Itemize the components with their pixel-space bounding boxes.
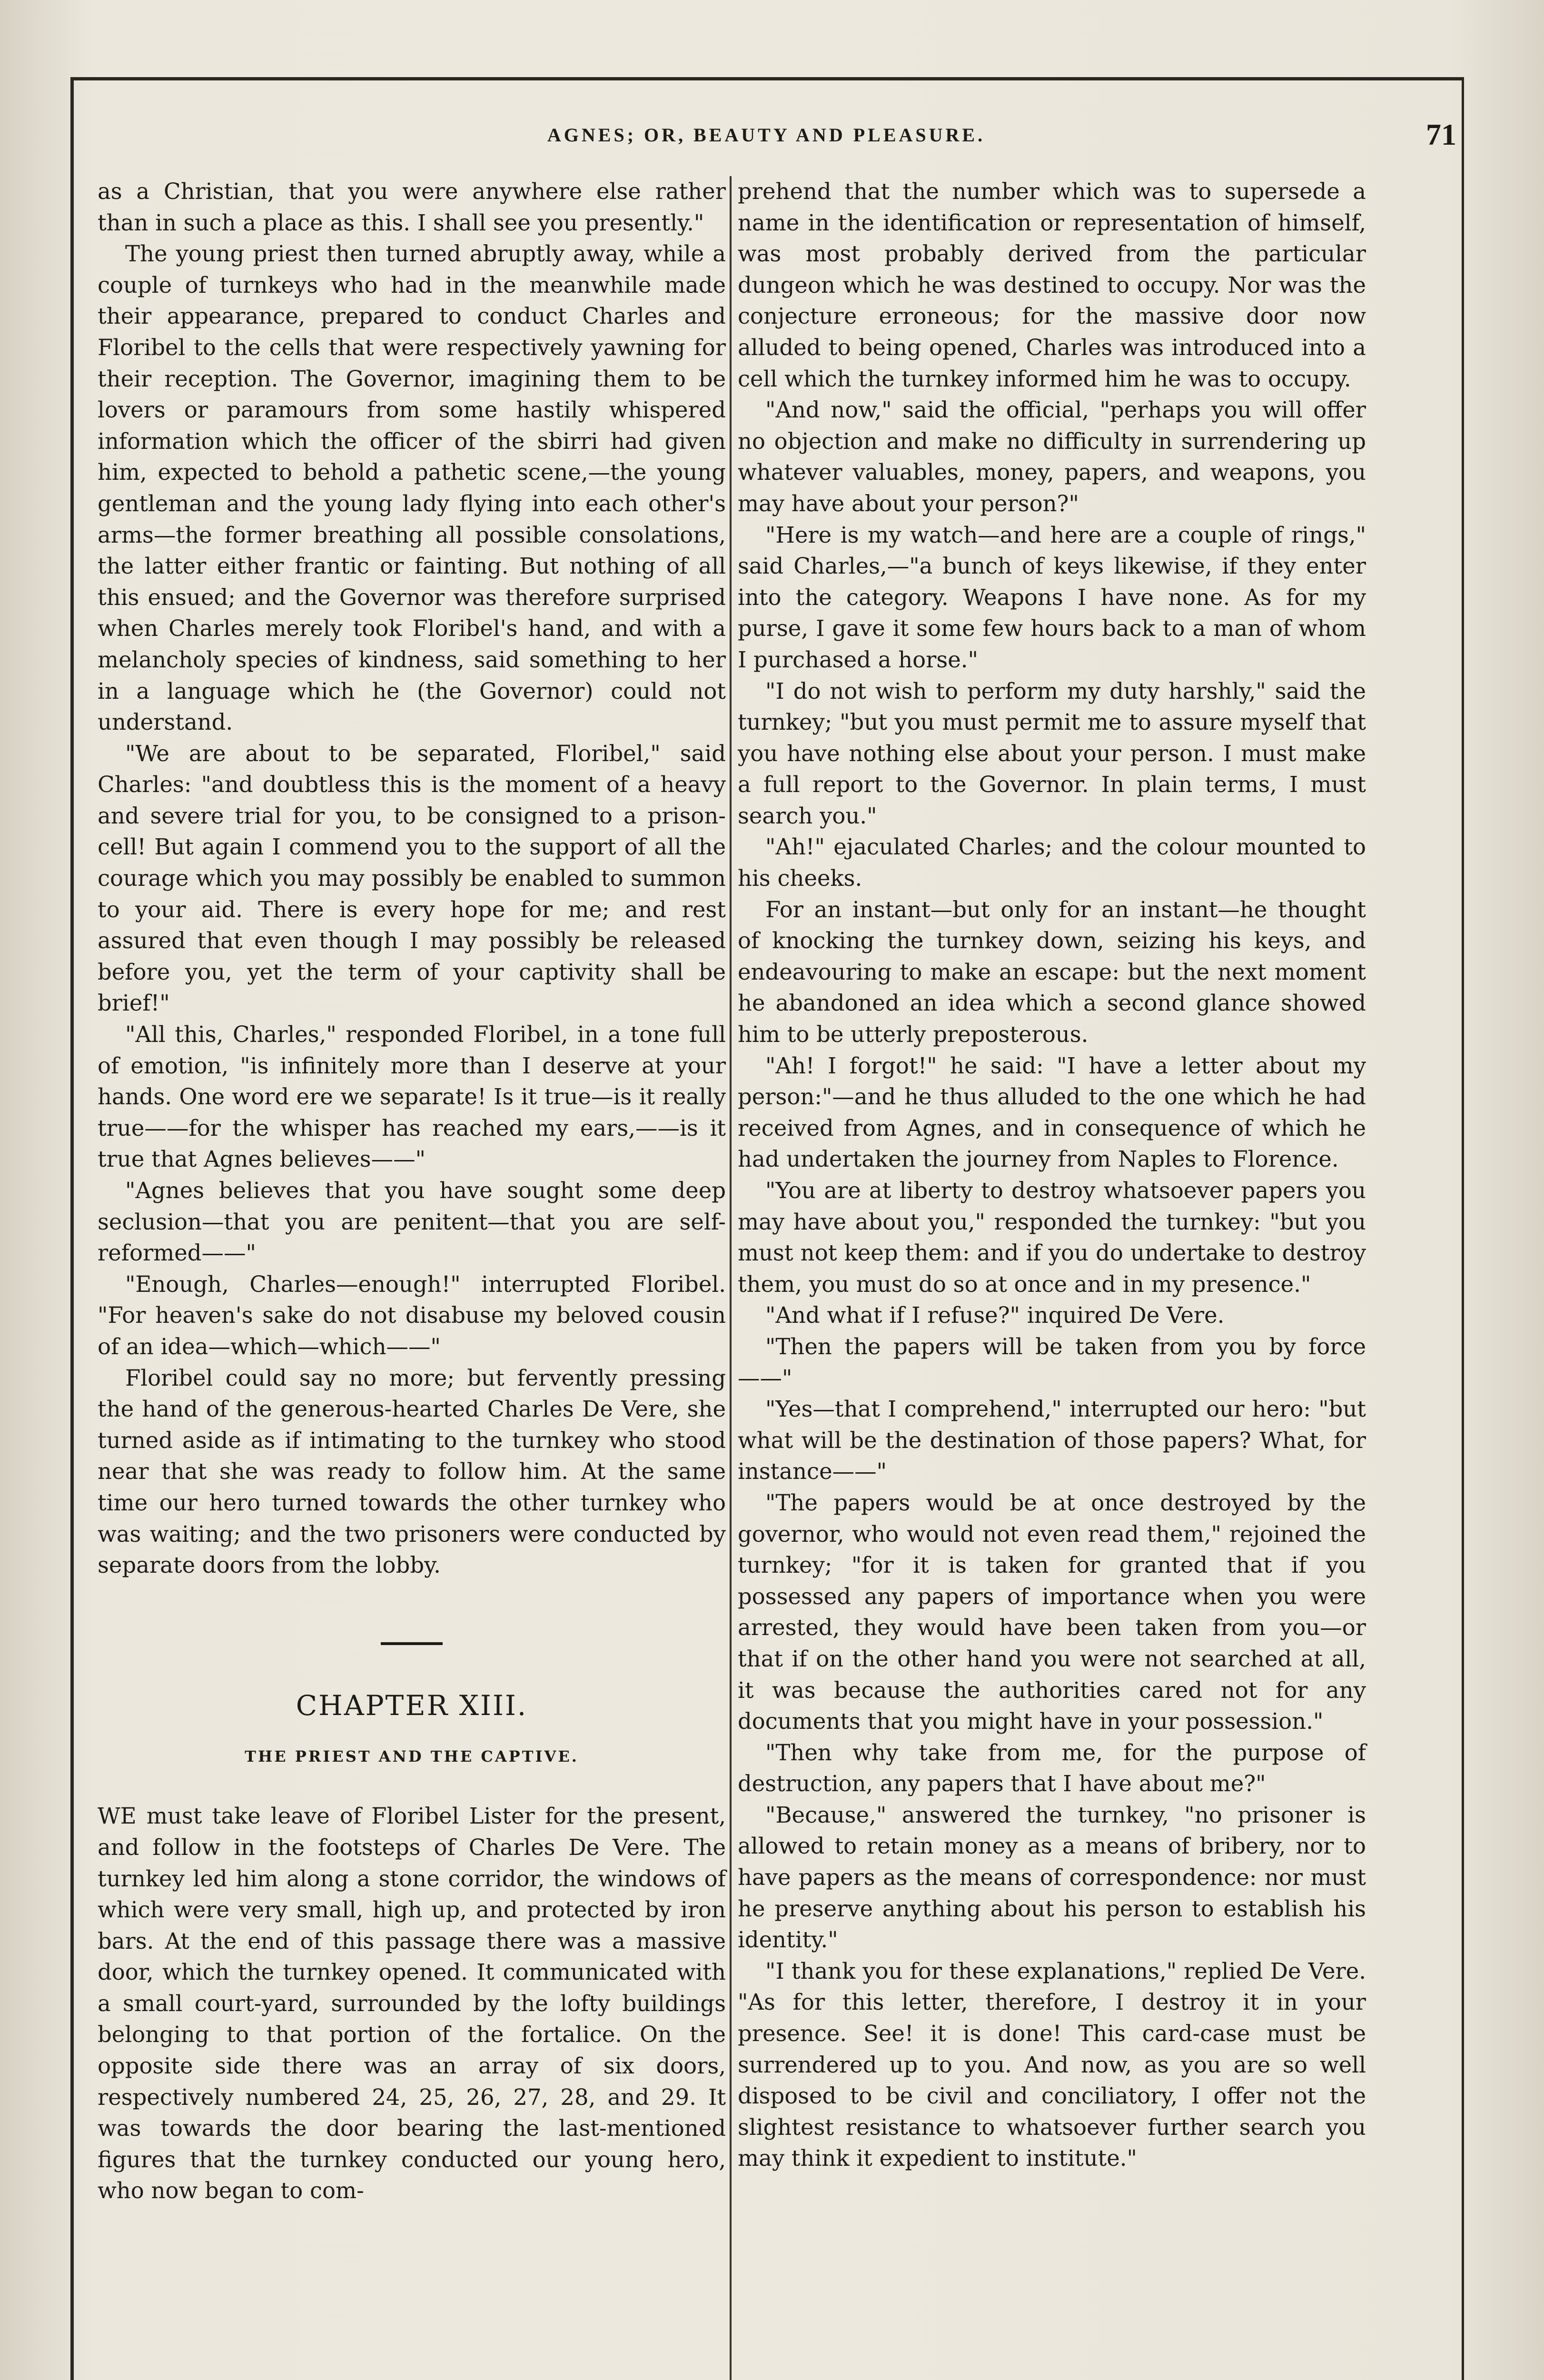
paragraph: For an instant—but only for an instant—he thought of knocking the turnkey down, seizing his keys, and endeavouring to make an escape: but the next moment he abandoned an idea which a second glance showed him to be utterly preposterous. (738, 896, 1366, 1048)
paragraph: "Agnes believes that you have sought some deep seclusion—that you are penitent—that you are self-reformed——" (98, 1178, 726, 1266)
page-number: 71 (1426, 118, 1456, 151)
paragraph: as a Christian, that you were anywhere else rather than in such a place as this. I shall see you presently." (98, 178, 726, 236)
paragraph: "Ah! I forgot!" he said: "I have a letter about my person:"—and he thus alluded to the one which he had received from Agnes, and in consequence of which he had undertaken the journey from Naples to Florence. (738, 1052, 1366, 1172)
paragraph: Floribel could say no more; but fervently pressing the hand of the generous-hearted Charles De Vere, she turned aside as if intimating to the turnkey who stood near that she was ready to follow him. At the same time our hero turned towards the other turnkey who was waiting; and the two prisoners were conducted by separate doors from the lobby. (98, 1365, 726, 1578)
paragraph: "And what if I refuse?" inquired De Vere. (765, 1302, 1225, 1329)
page-header (71, 114, 1461, 171)
paragraph: "Then why take from me, for the purpose of destruction, any papers that I have about me?" (738, 1739, 1366, 1797)
left-column (98, 176, 726, 2207)
chapter-subtitle: THE PRIEST AND THE CAPTIVE. (245, 1747, 579, 1765)
paragraph: WE must take leave of Floribel Lister for the present, and follow in the footsteps of Charles De Vere. The turnkey led him along a stone corridor, the windows of which were very small, high up, and protected by iron bars. At the end of this passage there was a massive door, which the turnkey opened. It communicated with a small court-yard, surrounded by the lofty buildings belonging to that portion of the fortalice. On the opposite side there was an array of six doors, respectively numbered 24, 25, 26, 27, 28, and 29. It was towards the door bearing the last-mentioned figures that the turnkey conducted our young hero, who now began to com- (98, 1803, 726, 2204)
running-title: AGNES; OR, BEAUTY AND PLEASURE. (547, 124, 986, 146)
paragraph: "You are at liberty to destroy whatsoever papers you may have about you," responded the turnkey: "but you must not keep them: and if you do undertake to destroy them, you must do so at once and in my presence." (738, 1178, 1366, 1297)
paragraph: "Enough, Charles—enough!" interrupted Floribel. "For heaven's sake do not disabuse my beloved cousin of an idea—which—which——" (98, 1271, 726, 1359)
paragraph: "The papers would be at once destroyed by the governor, who would not even read them," rejoined the turnkey; "for it is taken for granted that if you possessed any papers of importance when you were arrested, they would have been taken from you—or that if on the other hand you were not searched at all, it was because the authorities cared not for any documents that you might have in your possession." (738, 1489, 1366, 1735)
paragraph: "We are about to be separated, Floribel," said Charles: "and doubtless this is the moment of a heavy and severe trial for you, to be consigned to a prison-cell! But again I commend you to the support of all the courage which you may possibly be enabled to summon to your aid. There is every hope for me; and rest assured that even though I may possibly be released before you, yet the term of your captivity shall be brief!" (98, 740, 726, 1016)
paragraph: "I thank you for these explanations," replied De Vere. "As for this letter, therefore, I destroy it in your presence. See! it is done! This card-case must be surrendered up to you. And now, as you are so well disposed to be civil and conciliatory, I offer not the slightest resistance to whatsoever further search you may think it expedient to institute." (738, 1958, 1366, 2172)
paragraph: "All this, Charles," responded Floribel, in a tone full of emotion, "is infinitely more than I deserve at your hands. One word ere we separate! Is it true—is it really true——for the whisper has reached my ears,——is it true that Agnes believes——" (98, 1021, 726, 1172)
paragraph: "I do not wish to perform my duty harshly," said the turnkey; "but you must permit me to assure myself that you have nothing else about your person. I must make a full report to the Governor. In plain terms, I must search you." (738, 678, 1366, 829)
paragraph: The young priest then turned abruptly away, while a couple of turnkeys who had in the meanwhile made their appearance, prepared to conduct Charles and Floribel to the cells that were respectively yawning for their reception. The Governor, imagining them to be lovers or paramours from some hastily whispered information which the officer of the sbirri had given him, expected to behold a pathetic scene,—the young gentleman and the young lady flying into each other's arms—the former breathing all possible consolations, the latter either frantic or fainting. But nothing of all this ensued; and the Governor was therefore surprised when Charles merely took Floribel's hand, and with a melancholy species of kindness, said something to her in a language which he (the Governor) could not understand. (98, 241, 726, 735)
section-rule (381, 1642, 443, 1645)
paragraph: "Ah!" ejaculated Charles; and the colour mounted to his cheeks. (738, 834, 1366, 892)
chapter-heading: CHAPTER XIII. (296, 1689, 528, 1722)
paragraph: "Because," answered the turnkey, "no prisoner is allowed to retain money as a means of bribery, nor to have papers as the means of correspondence: nor must he preserve anything about his person to establish his identity." (738, 1802, 1366, 1953)
paragraph: "Then the papers will be taken from you by force——" (738, 1333, 1366, 1391)
column-divider (730, 176, 732, 2380)
paragraph: "Yes—that I comprehend," interrupted our hero: "but what will be the destination of those papers? What, for instance——" (738, 1396, 1366, 1485)
paragraph: "And now," said the official, "perhaps you will offer no objection and make no difficulty in surrendering up whatever valuables, money, papers, and weapons, you may have about your person?" (738, 397, 1366, 516)
right-column (738, 176, 1366, 2174)
paragraph: prehend that the number which was to supersede a name in the identification or representation of himself, was most probably derived from the particular dungeon which he was destined to occupy. Nor was the conjecture erroneous; for the massive door now alluded to being opened, Charles was introduced into a cell which the turnkey informed him he was to occupy. (738, 178, 1366, 392)
paragraph: "Here is my watch—and here are a couple of rings," said Charles,—"a bunch of keys likewise, if they enter into the category. Weapons I have none. As for my purse, I gave it some few hours back to a man of whom I purchased a horse." (738, 522, 1366, 673)
